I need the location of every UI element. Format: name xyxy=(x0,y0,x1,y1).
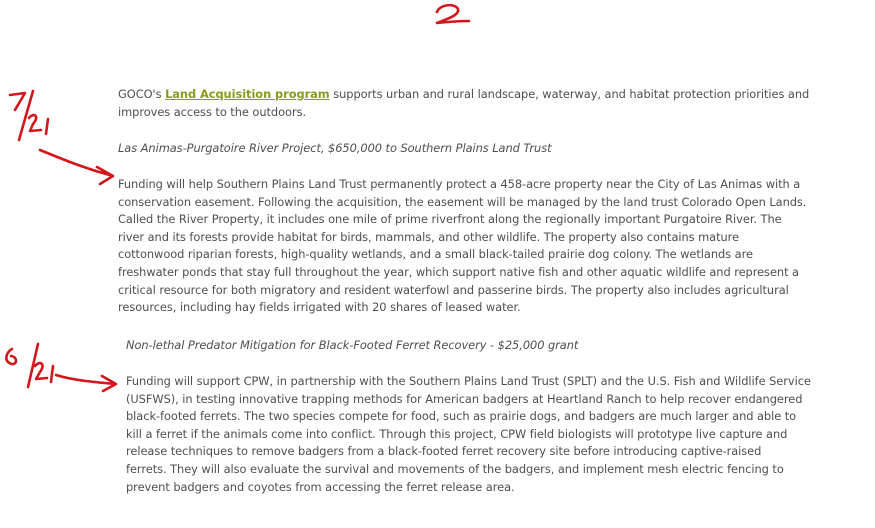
project-2-line: black-footed ferrets. The two species compete for food, such as prairie dogs, and badgers are much larger and able to xyxy=(126,409,797,424)
intro-suffix: supports urban and rural landscape, waterway, and habitat protection priorities and xyxy=(329,87,810,101)
project-2-line: release techniques to remove badgers from a black-footed ferret recovery site before introducing captive-raised xyxy=(126,444,762,459)
intro-line-1 xyxy=(118,86,818,104)
arrow-1-icon xyxy=(40,150,113,184)
project-1-line: freshwater ponds that stay full throughout the year, which support native fish and other aquatic wildlife and represent a xyxy=(118,264,799,279)
handwritten-note-1 xyxy=(10,91,48,140)
intro-line-2: improves access to the outdoors. xyxy=(118,104,307,119)
project-1-title: Las Animas-Purgatoire River Project, $650,000 to Southern Plains Land Trust xyxy=(118,141,552,155)
project-2-line: Funding will support CPW, in partnership with the Southern Plains Land Trust (SPLT) and the U.S. Fish and Wildlife Service xyxy=(126,374,811,388)
project-1-line: Called the River Property, it includes one mile of prime riverfront along the regionally important Purgatoire River. The xyxy=(118,212,782,227)
intro-paragraph xyxy=(118,86,818,121)
project-1-line: conservation easement. Following the acquisition, the easement will be managed by the land trust Colorado Open Lands. xyxy=(118,194,807,209)
project-1-body xyxy=(118,176,818,317)
project-2-title: Non-lethal Predator Mitigation for Black-Footed Ferret Recovery - $25,000 grant xyxy=(126,338,579,352)
project-1-line: resources, including hay fields irrigated with 20 shares of leased water. xyxy=(118,300,521,315)
project-1-line: cottonwood riparian forests, high-quality wetlands, and a small black-tailed prairie dog colony. The wetlands are xyxy=(118,247,753,262)
land-acquisition-program-link[interactable]: Land Acquisition program xyxy=(165,87,330,101)
project-1-line: critical resource for both migratory and resident waterfowl and passerine birds. The property also includes agricultural xyxy=(118,282,789,297)
project-2-line: kill a ferret if the animals come into conflict. Through this project, CPW field biologists will prototype live capture and xyxy=(126,426,788,441)
handwritten-page-number xyxy=(437,5,469,23)
project-2-line: (USFWS), in testing innovative trapping methods for American badgers at Heartland Ranch to help recover endangered xyxy=(126,391,803,406)
arrow-2-icon xyxy=(56,375,116,391)
project-2-line: ferrets. They will also evaluate the survival and movements of the badgers, and implement mesh electric fencing to xyxy=(126,461,784,476)
project-2-line: prevent badgers and coyotes from accessing the ferret release area. xyxy=(126,479,515,494)
intro-prefix: GOCO's xyxy=(118,87,166,101)
project-2-body xyxy=(126,373,826,496)
project-1-line: river and its forests provide habitat for birds, mammals, and other wildlife. The property also contains mature xyxy=(118,229,740,244)
handwritten-note-2 xyxy=(6,344,53,387)
project-1-line: Funding will help Southern Plains Land Trust permanently protect a 458-acre property near the City of Las Animas with a xyxy=(118,177,801,191)
